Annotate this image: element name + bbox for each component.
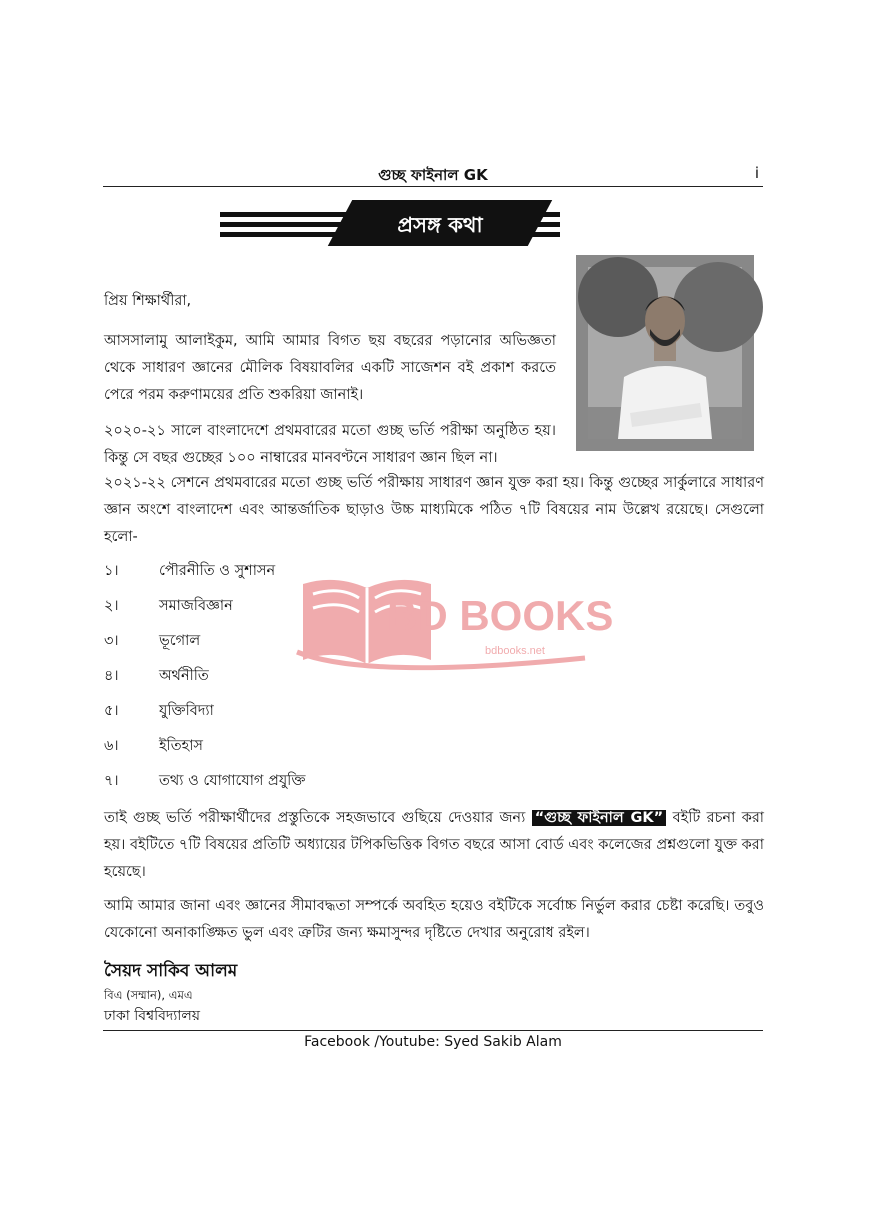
purpose-text-after: বইটি রচনা করা হয়। বইটিতে ৭টি বিষয়ের প্রতিটি অধ্যায়ের টপিকভিত্তিক বিগত বছরে আসা বোর্ড এবং কলেজের প্রশ্নগুলো যুক্ত করা হয়েছে। <box>104 810 765 880</box>
list-item-number: ২। <box>104 598 119 614</box>
book-icon <box>295 572 614 672</box>
banner-stripe <box>220 212 360 217</box>
author-name: সৈয়দ সাকিব আলম <box>104 961 238 981</box>
list-item-number: ৭। <box>104 773 119 789</box>
list-item <box>104 735 364 761</box>
paragraph-book-purpose <box>104 805 764 886</box>
list-item <box>104 700 364 726</box>
paragraph-2020: ২০২০-২১ সালে বাংলাদেশে প্রথমবারের মতো গুচ্ছ ভর্তি পরীক্ষা অনুষ্ঠিত হয়। কিন্তু সে বছর গুচ্ছের ১০০ নাম্বারের মানবণ্টনে সাধারণ জ্ঞান ছিল না। <box>104 423 556 466</box>
author-photo-image <box>588 267 742 439</box>
list-item-number: ৪। <box>104 668 119 684</box>
list-item <box>104 770 364 796</box>
list-item-label: তথ্য ও যোগাযোগ প্রযুক্তি <box>159 773 306 789</box>
paragraph-intro: আসসালামু আলাইকুম, আমি আমার বিগত ছয় বছরের পড়ানোর অভিজ্ঞতা থেকে সাধারণ জ্ঞানের মৌলিক বিষয়াবলির একটি সাজেশন বই প্রকাশ করতে পেরে পরম করুণাময়ের প্রতি শুকরিয়া জানাই। <box>104 333 556 403</box>
banner-title: প্রসঙ্গ কথা <box>397 213 483 237</box>
section-banner <box>220 200 560 246</box>
author-university: ঢাকা বিশ্ববিদ্যালয় <box>104 1008 201 1024</box>
list-item-label: ভূগোল <box>159 633 201 649</box>
list-item-number: ৬। <box>104 738 119 754</box>
watermark <box>295 572 614 672</box>
list-item-number: ১। <box>104 563 119 579</box>
list-item-label: যুক্তিবিদ্যা <box>159 703 214 719</box>
list-item-label: ইতিহাস <box>159 738 203 754</box>
author-photo <box>576 255 754 451</box>
list-item-label: সমাজবিজ্ঞান <box>159 598 233 614</box>
list-item-label: পৌরনীতি ও সুশাসন <box>159 563 276 579</box>
page-footer: Facebook /Youtube: Syed Sakib Alam <box>304 1034 562 1050</box>
list-item-number: ৫। <box>104 703 119 719</box>
footer-divider <box>103 1030 763 1031</box>
page-number: i <box>754 164 759 182</box>
watermark-brand: BD BOOKS <box>387 592 614 639</box>
list-item-number: ৩। <box>104 633 119 649</box>
paragraph-limitations: আমি আমার জানা এবং জ্ঞানের সীমাবদ্ধতা সম্পর্কে অবহিত হয়েও বইটিকে সর্বোচ্চ নির্ভুল করার চেষ্টা করেছি। তবুও যেকোনো অনাকাঙ্ক্ষিত ভুল এবং ত্রুটির জন্য ক্ষমাসুন্দর দৃষ্টিতে দেখার অনুরোধ রইল। <box>104 898 764 941</box>
salutation: প্রিয় শিক্ষার্থীরা, <box>104 293 192 309</box>
author-degree: বিএ (সম্মান), এমএ <box>104 988 193 1002</box>
author-portrait-icon <box>588 267 742 439</box>
header-title: গুচ্ছ ফাইনাল GK <box>378 166 488 184</box>
book-title-highlight: “গুচ্ছ ফাইনাল GK” <box>532 810 666 826</box>
paragraph-2021: ২০২১-২২ সেশনে প্রথমবারের মতো গুচ্ছ ভর্তি পরীক্ষায় সাধারণ জ্ঞান যুক্ত করা হয়। কিন্তু গুচ্ছের সার্কুলারে সাধারণ জ্ঞান অংশে বাংলাদেশ এবং আন্তর্জাতিক ছাড়াও উচ্চ মাধ্যমিকে পঠিত ৭টি বিষয়ের নাম উল্লেখ রয়েছে। সেগুলো হলো- <box>104 475 764 545</box>
purpose-text-before: তাই গুচ্ছ ভর্তি পরীক্ষার্থীদের প্রস্তুতিকে সহজভাবে গুছিয়ে দেওয়ার জন্য <box>104 810 526 826</box>
page-header <box>103 162 763 187</box>
list-item-label: অর্থনীতি <box>159 668 209 684</box>
watermark-site: bdbooks.net <box>485 645 545 657</box>
